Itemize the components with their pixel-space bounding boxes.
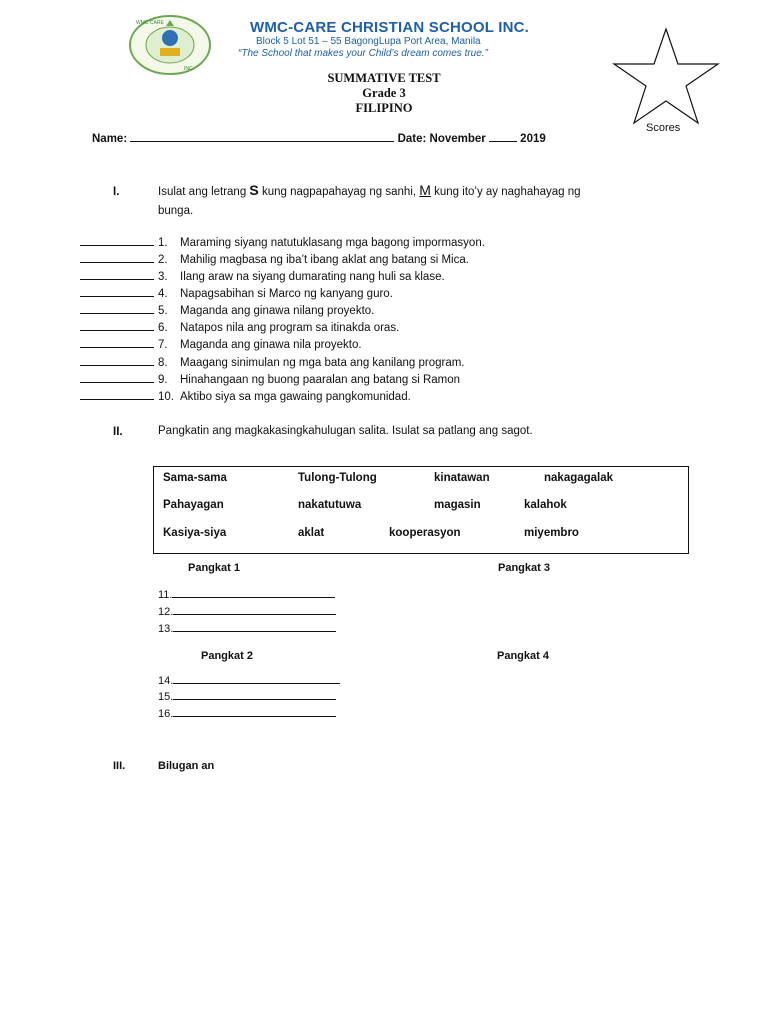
test-grade: Grade 3 — [362, 86, 406, 100]
group-label-4: Pangkat 4 — [497, 650, 549, 662]
test-title: SUMMATIVE TEST — [327, 71, 441, 85]
part3-numeral: III. — [113, 760, 126, 772]
answer-line[interactable]: 13. — [158, 622, 336, 635]
part1-instruction: Isulat ang letrang S kung nagpapahayag ng sanhi, M kung ito’y ay naghahayag ng bunga. — [158, 182, 581, 217]
group-label-3: Pangkat 3 — [498, 562, 550, 574]
answer-line[interactable]: 11. — [158, 588, 335, 601]
name-date-row — [92, 130, 546, 145]
list-item: 3. Ilang araw na siyang dumarating nang huli sa klase. — [80, 269, 445, 286]
group-label-1: Pangkat 1 — [188, 562, 240, 574]
school-logo — [128, 14, 212, 76]
answer-blank[interactable] — [80, 286, 154, 297]
word-item: nakatutuwa — [298, 499, 362, 511]
school-name: WMC-CARE CHRISTIAN SCHOOL INC. — [250, 19, 530, 36]
school-motto: “The School that makes your Child’s dream comes true.” — [238, 48, 488, 59]
list-item: 7. Maganda ang ginawa nila proyekto. — [80, 337, 362, 354]
name-field[interactable] — [130, 130, 394, 142]
word-item: kooperasyon — [389, 527, 461, 539]
word-item: kalahok — [524, 499, 567, 511]
part3-instruction: Bilugan an — [158, 760, 215, 772]
answer-blank[interactable] — [80, 269, 154, 280]
date-day-field[interactable] — [489, 130, 517, 142]
star-icon — [610, 26, 722, 126]
test-subject: FILIPINO — [355, 101, 413, 115]
word-item: kinatawan — [434, 472, 490, 484]
list-item: 2. Mahilig magbasa ng iba’t ibang aklat ang batang si Mica. — [80, 252, 469, 269]
word-item: Sama-sama — [163, 472, 227, 484]
part1-numeral: I. — [113, 186, 120, 198]
word-item: miyembro — [524, 527, 579, 539]
group-label-2: Pangkat 2 — [201, 650, 253, 662]
answer-line[interactable]: 15. — [158, 690, 336, 703]
answer-blank[interactable] — [80, 320, 154, 331]
word-item: Pahayagan — [163, 499, 224, 511]
part2-numeral: II. — [113, 426, 123, 438]
answer-blank[interactable] — [80, 389, 154, 400]
answer-blank[interactable] — [80, 372, 154, 383]
date-year: 2019 — [520, 133, 546, 145]
list-item: 4. Napagsabihan si Marco ng kanyang guro. — [80, 286, 393, 303]
svg-text:INC.: INC. — [184, 66, 194, 72]
school-address: Block 5 Lot 51 – 55 BagongLupa Port Area, Manila — [256, 36, 481, 47]
list-item: 8. Maagang sinimulan ng mga bata ang kanilang program. — [80, 355, 465, 372]
answer-line[interactable]: 12. — [158, 605, 336, 618]
word-item: Tulong-Tulong — [298, 472, 377, 484]
list-item: 6. Natapos nila ang program sa itinakda oras. — [80, 320, 399, 337]
word-item: Kasiya-siya — [163, 527, 227, 539]
answer-line[interactable]: 16. — [158, 707, 336, 720]
scores-label: Scores — [646, 122, 681, 134]
list-item: 5. Maganda ang ginawa nilang proyekto. — [80, 303, 374, 320]
word-item: magasin — [434, 499, 481, 511]
answer-line[interactable]: 14. — [158, 674, 340, 687]
list-item: 10. Aktibo siya sa mga gawaing pangkomunidad. — [80, 389, 411, 406]
answer-blank[interactable] — [80, 337, 154, 348]
svg-text:WMC CARE: WMC CARE — [136, 20, 164, 26]
list-item: 9. Hinahangaan ng buong paaralan ang batang si Ramon — [80, 372, 460, 389]
word-item: nakagagalak — [544, 472, 614, 484]
answer-blank[interactable] — [80, 235, 154, 246]
date-label: Date: November — [397, 133, 486, 145]
answer-blank[interactable] — [80, 303, 154, 314]
list-item: 1. Maraming siyang natutuklasang mga bagong impormasyon. — [80, 235, 485, 252]
name-label: Name: — [92, 133, 128, 145]
answer-blank[interactable] — [80, 252, 154, 263]
part2-instruction: Pangkatin ang magkakasingkahulugan salita. Isulat sa patlang ang sagot. — [158, 425, 533, 437]
answer-blank[interactable] — [80, 355, 154, 366]
word-item: aklat — [298, 527, 325, 539]
